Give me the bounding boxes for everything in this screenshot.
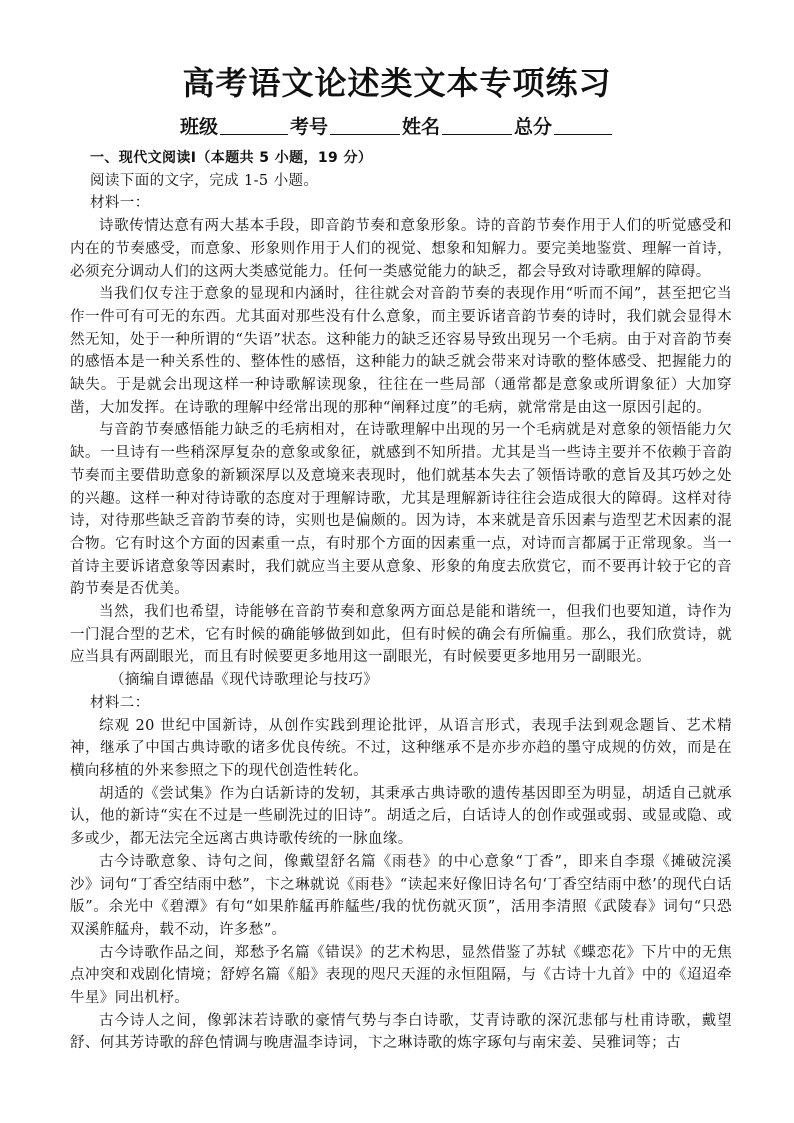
material1-paragraph: 与音韵节奏感悟能力缺乏的毛病相对，在诗歌理解中出现的另一个毛病就是对意象的领悟能力欠缺。一旦诗有一些稍深厚复杂的意象或象征，就感到不知所措。尤其是当一些诗主要并不依赖于音韵节奏而主要借助意象的新颖深厚以及意境来表现时，他们就基本失去了领悟诗歌的意旨及其巧妙之处的兴趣。这样一种对待诗歌的态度对于理解诗歌，尤其是理解新诗往往会造成很大的障碍。这样对待诗，对待那些缺乏音韵节奏的诗，实则也是偏颇的。因为诗，本来就是音乐因素与造型艺术因素的混合物。它有时这个方面的因素重一点，有时那个方面的因素重一点，对诗而言都属于正常现象。当一首诗主要诉诸意象等因素时，我们就应当主要从意象、形象的角度去欣赏它，而不要再计较于它的音韵节奏是否优美。 bbox=[70, 422, 732, 598]
material1-paragraph: 诗歌传情达意有两大基本手段，即音韵节奏和意象形象。诗的音韵节奏作用于人们的听觉感受和内在的节奏感受，而意象、形象则作用于人们的视觉、想象和知解力。要完美地鉴赏、理解一首诗，必须充分调动人们的这两大类感觉能力。任何一类感觉能力的缺乏，都会导致对诗歌理解的障碍。 bbox=[70, 218, 732, 280]
instruction-text: 阅读下面的文字，完成 1-5 小题。 bbox=[90, 172, 319, 189]
material1-label: 材料一： bbox=[90, 195, 150, 212]
number-blank[interactable] bbox=[330, 114, 400, 135]
material1-paragraph: 当我们仅专注于意象的显现和内涵时，往往就会对音韵节奏的表现作用“听而不闻”，甚至把它当作一件可有可无的东西。尤其面对那些没有什么意象，而主要诉诸音韵节奏的诗时，我们就会显得木然无知，处于一种所谓的“失语”状态。这种能力的缺乏还容易导致出现另一个毛病。由于对音韵节奏的感悟本是一种关系性的、整体性的感悟，这种能力的缺乏就会带来对诗歌的整体感受、把握能力的缺失。于是就会出现这样一种诗歌解读现象，往往在一些局部（通常都是意象或所谓象征）大加穿凿，大加发挥。在诗歌的理解中经常出现的那种“阐释过度”的毛病，就常常是由这一原因引起的。 bbox=[70, 286, 732, 416]
material2-paragraph: 古今诗人之间，像郭沫若诗歌的豪情气势与李白诗歌，艾青诗歌的深沉悲郁与杜甫诗歌，戴望舒、何其芳诗歌的辞色情调与晚唐温李诗词，卞之琳诗歌的炼字琢句与南宋姜、吴雅词等；古 bbox=[70, 1012, 732, 1052]
name-blank[interactable] bbox=[442, 114, 512, 135]
page-title: 高考语文论述类文本专项练习 bbox=[182, 64, 612, 102]
material2-paragraph: 胡适的《尝试集》作为白话新诗的发轫，其秉承古典诗歌的遗传基因即至为明显，胡适自己就承认，他的新诗“实在不过是一些刷洗过的旧诗”。胡适之后，白话诗人的创作或强或弱、或显或隐、或多或少，都无法完全远离古典诗歌传统的一脉血缘。 bbox=[70, 785, 732, 848]
number-label: 考号 bbox=[289, 116, 328, 138]
score-blank[interactable] bbox=[554, 114, 612, 135]
reading-content bbox=[70, 147, 732, 1055]
section-heading: 一、现代文阅读Ⅰ（本题共 5 小题，19 分） bbox=[90, 150, 373, 166]
score-label: 总分 bbox=[514, 116, 553, 138]
class-label: 班级 bbox=[179, 116, 218, 138]
material2-label: 材料二： bbox=[90, 694, 150, 711]
material1-paragraph: 当然，我们也希望，诗能够在音韵节奏和意象两方面总是能和谐统一，但我们也要知道，诗作为一门混合型的艺术，它有时候的确能够做到如此，但有时候的确会有所偏重。那么，我们欣赏诗，就应当具有两副眼光，而且有时候要更多地用这一副眼光，有时候要更多地用另一副眼光。 bbox=[70, 604, 732, 666]
material2-paragraph: 综观 20 世纪中国新诗，从创作实践到理论批评，从语言形式，表现手法到观念题旨、艺术精神，继承了中国古典诗歌的诸多优良传统。不过，这种继承不是亦步亦趋的墨守成规的仿效，而是在横向移植的外来参照之下的现代创造性转化。 bbox=[70, 717, 732, 779]
name-label: 姓名 bbox=[402, 116, 441, 138]
material2-paragraph: 古今诗歌作品之间，郑愁予名篇《错误》的艺术构思，显然借鉴了苏轼《蝶恋花》下片中的无焦点冲突和戏剧化情境；舒婷名篇《船》表现的咫尺天涯的永恒阻隔，与《古诗十九首》中的《迢迢牵牛星》同出机杼。 bbox=[70, 944, 732, 1007]
material1-source: （摘编自谭德晶《现代诗歌理论与技巧》 bbox=[110, 672, 379, 689]
material2-paragraph: 古今诗歌意象、诗句之间，像戴望舒名篇《雨巷》的中心意象“丁香”，即来自李璟《摊破浣溪沙》词句“丁香空结雨中愁”，卞之琳就说《雨巷》“读起来好像旧诗名句‘丁香空结雨中愁’的现代白话版”。余光中《碧潭》有句“如果舴艋再舴艋些/我的忧伤就灭顶”，活用李清照《武陵春》词句“只恐双溪舴艋舟，载不动，许多愁”。 bbox=[70, 853, 732, 938]
class-blank[interactable] bbox=[220, 114, 288, 135]
student-info-line bbox=[0, 113, 794, 141]
